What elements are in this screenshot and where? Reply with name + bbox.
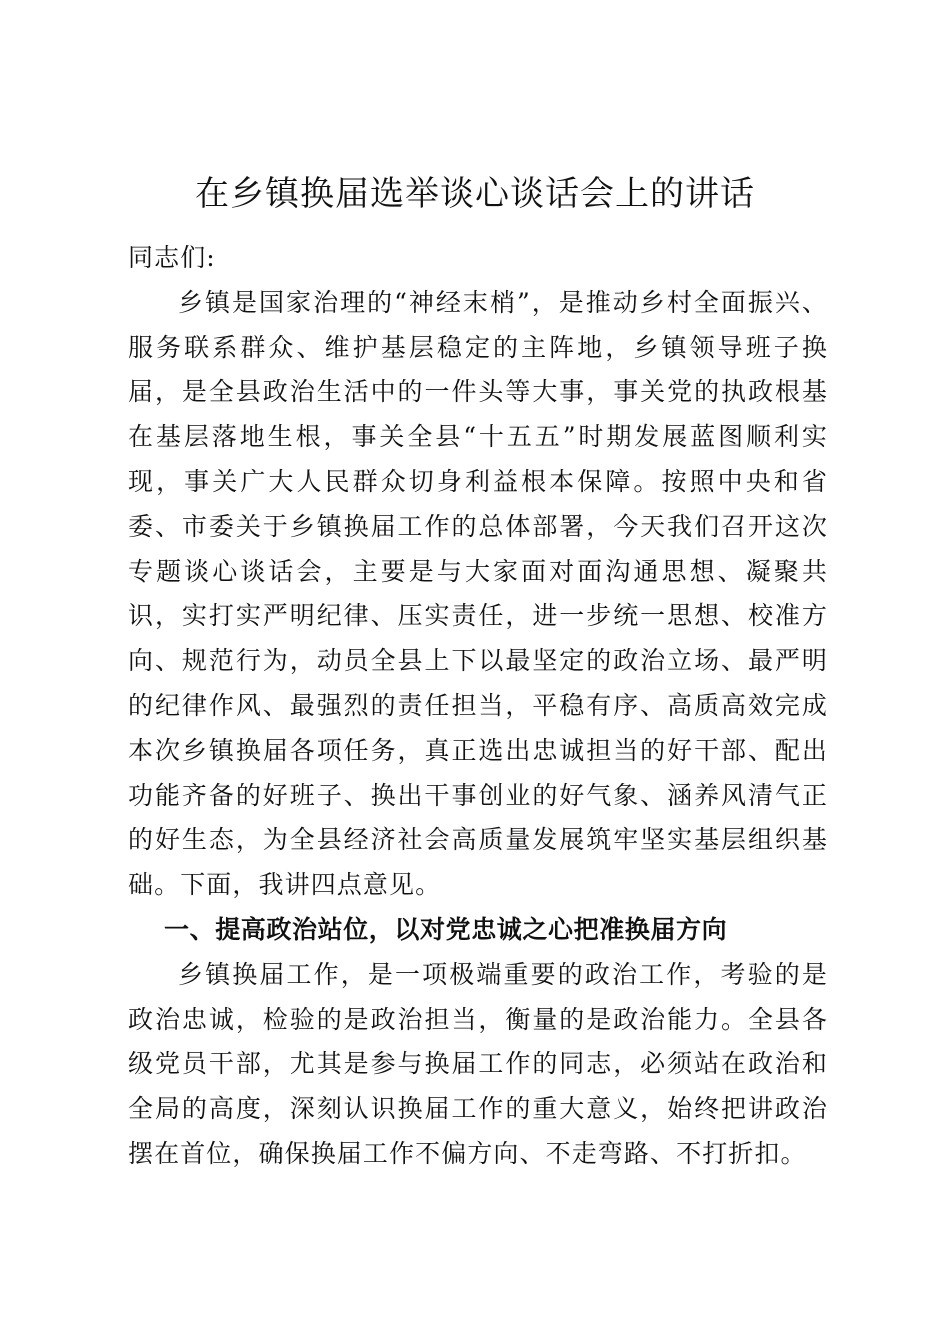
section-1-heading: 一、提高政治站位，以对党忠诚之心把准换届方向 <box>164 914 728 944</box>
document-title: 在乡镇换届选举谈心谈话会上的讲话 <box>195 174 755 214</box>
section-1-paragraph: 乡镇换届工作，是一项极端重要的政治工作，考验的是政治忠诚，检验的是政治担当，衡量的是政治能力。全县各级党员干部，尤其是参与换届工作的同志，必须站在政治和全局的高度，深刻认识换届工作的重大意义，始终把讲政治摆在首位，确保换届工作不偏方向、不走弯路、不打折扣。 <box>128 959 828 1168</box>
salutation: 同志们: <box>128 243 216 272</box>
document-body <box>128 236 828 1177</box>
intro-paragraph: 乡镇是国家治理的“神经末梢”，是推动乡村全面振兴、服务联系群众、维护基层稳定的主阵地，乡镇领导班子换届，是全县政治生活中的一件头等大事，事关党的执政根基在基层落地生根，事关全县“十五五”时期发展蓝图顺利实现，事关广大人民群众切身利益根本保障。按照中央和省委、市委关于乡镇换届工作的总体部署，今天我们召开这次专题谈心谈话会，主要是与大家面对面沟通思想、凝聚共识，实打实严明纪律、压实责任，进一步统一思想、校准方向、规范行为，动员全县上下以最坚定的政治立场、最严明的纪律作风、最强烈的责任担当，平稳有序、高质高效完成本次乡镇换届各项任务，真正选出忠诚担当的好干部、配出功能齐备的好班子、换出干事创业的好气象、涵养风清气正的好生态，为全县经济社会高质量发展筑牢坚实基层组织基础。下面，我讲四点意见。 <box>128 287 828 900</box>
